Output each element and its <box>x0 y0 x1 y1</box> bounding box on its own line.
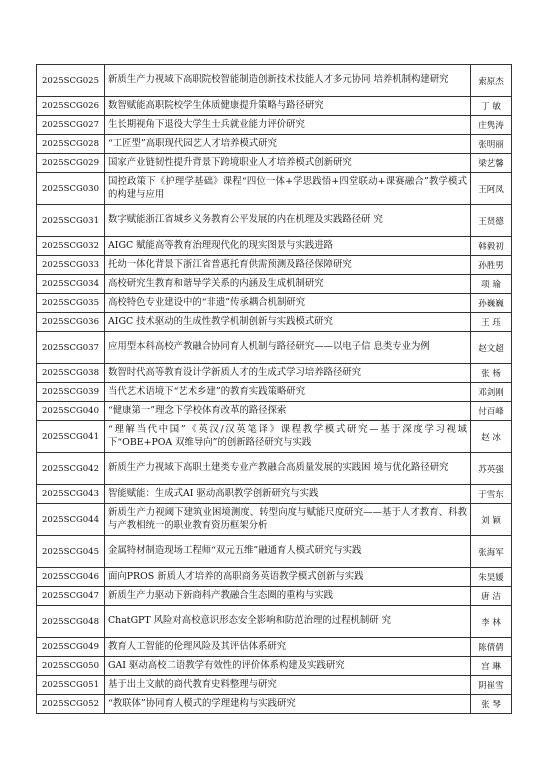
project-code: 2025SCG045 <box>37 536 105 568</box>
project-code: 2025SCG039 <box>37 383 105 402</box>
table-row <box>37 568 512 587</box>
project-title: 数智赋能高职院校学生体质健康提升策略与路径研究 <box>105 97 471 116</box>
project-author: 丁 敏 <box>471 97 512 116</box>
project-code: 2025SCG048 <box>37 606 105 638</box>
project-code: 2025SCG043 <box>37 485 105 504</box>
project-author: 阴崔雪 <box>471 676 512 695</box>
project-code: 2025SCG041 <box>37 421 105 453</box>
project-code: 2025SCG038 <box>37 364 105 383</box>
project-code: 2025SCG033 <box>37 256 105 275</box>
project-author: 陈倩倩 <box>471 638 512 657</box>
project-author: 邓剑刚 <box>471 383 512 402</box>
table-row <box>37 332 512 364</box>
project-author: 付百峰 <box>471 402 512 421</box>
project-title: 教育人工智能的伦理风险及其评估体系研究 <box>105 638 471 657</box>
table-row <box>37 485 512 504</box>
project-code: 2025SCG049 <box>37 638 105 657</box>
project-title: 新质生产力视域下高职土建类专业产教融合高质量发展的实践困 境与优化路径研究 <box>105 453 471 485</box>
table-row <box>37 587 512 606</box>
project-title: 面向PROS 新质人才培养的高职商务英语教学模式创新与实践 <box>105 568 471 587</box>
table-row <box>37 606 512 638</box>
project-title: AIGC 技术驱动的生成性教学机制创新与实践模式研究 <box>105 313 471 332</box>
project-code: 2025SCG034 <box>37 275 105 294</box>
table-row <box>37 676 512 695</box>
project-author: 赵 冰 <box>471 421 512 453</box>
project-title: 新质生产力视域下高职院校智能制造创新技术技能人才多元协同 培养机制构建研究 <box>105 65 471 97</box>
project-title: “工匠型”高职现代园艺人才培养模式研究 <box>105 135 471 154</box>
project-title: AIGC 赋能高等教育治理现代化的现实图景与实践进路 <box>105 237 471 256</box>
project-title: ChatGPT 风险对高校意识形态安全影响和防范治理的过程机制研 究 <box>105 606 471 638</box>
project-title: 智能赋能：生成式AI 驱动高职教学创新研究与实践 <box>105 485 471 504</box>
project-code: 2025SCG040 <box>37 402 105 421</box>
project-author: 朱昊媛 <box>471 568 512 587</box>
table-row <box>37 657 512 676</box>
project-code: 2025SCG027 <box>37 116 105 135</box>
table-row <box>37 275 512 294</box>
project-author: 孙胜男 <box>471 256 512 275</box>
project-author: 王贤德 <box>471 205 512 237</box>
project-author: 索原杰 <box>471 65 512 97</box>
project-author: 孙巍巍 <box>471 294 512 313</box>
project-list-page <box>36 64 512 714</box>
project-title: 新质生产力视阈下建筑业困境测度、转型向度与赋能尺度研究——基于人才教育、科教与产教相统一的职业教育资历框架分析 <box>105 504 471 536</box>
project-code: 2025SCG042 <box>37 453 105 485</box>
table-row <box>37 116 512 135</box>
project-table-body <box>37 65 512 714</box>
table-row <box>37 402 512 421</box>
table-row <box>37 173 512 205</box>
project-code: 2025SCG026 <box>37 97 105 116</box>
table-row <box>37 256 512 275</box>
project-author: 宫 琳 <box>471 657 512 676</box>
project-author: 张海军 <box>471 536 512 568</box>
project-title: 生长期视角下退役大学生士兵就业能力评价研究 <box>105 116 471 135</box>
table-row <box>37 313 512 332</box>
table-row <box>37 421 512 453</box>
project-title: 数字赋能浙江省城乡义务教育公平发展的内在机理及实践路径研 究 <box>105 205 471 237</box>
project-title: 高校研究生教育和谐导学关系的内涵及生成机制研究 <box>105 275 471 294</box>
project-code: 2025SCG037 <box>37 332 105 364</box>
table-row <box>37 154 512 173</box>
project-code: 2025SCG050 <box>37 657 105 676</box>
project-code: 2025SCG029 <box>37 154 105 173</box>
project-code: 2025SCG032 <box>37 237 105 256</box>
table-row <box>37 135 512 154</box>
project-author: 项 瑜 <box>471 275 512 294</box>
project-code: 2025SCG025 <box>37 65 105 97</box>
project-code: 2025SCG052 <box>37 695 105 714</box>
table-row <box>37 294 512 313</box>
project-title: “理解当代中国”《英汉/汉英笔译》课程教学模式研究—基于深度学习视域下“OBE+POA 双维导向”的创新路径研究与实践 <box>105 421 471 453</box>
project-code: 2025SCG031 <box>37 205 105 237</box>
project-author: 赵文超 <box>471 332 512 364</box>
project-author: 王阿凤 <box>471 173 512 205</box>
project-title: 数智时代高等教育设计学新质人才的生成式学习培养路径研究 <box>105 364 471 383</box>
table-row <box>37 237 512 256</box>
table-row <box>37 695 512 714</box>
table-row <box>37 453 512 485</box>
project-title: 基于出土文献的商代教育史料整理与研究 <box>105 676 471 695</box>
project-code: 2025SCG036 <box>37 313 105 332</box>
project-code: 2025SCG028 <box>37 135 105 154</box>
project-title: GAI 驱动高校二语教学有效性的评价体系构建及实践研究 <box>105 657 471 676</box>
project-code: 2025SCG046 <box>37 568 105 587</box>
project-author: 张 杨 <box>471 364 512 383</box>
table-row <box>37 383 512 402</box>
project-author: 张 琴 <box>471 695 512 714</box>
table-row <box>37 638 512 657</box>
project-title: “健康第一”理念下学校体育改革的路径探索 <box>105 402 471 421</box>
project-author: 张明丽 <box>471 135 512 154</box>
table-row <box>37 536 512 568</box>
project-title: 高校特色专业建设中的“非遗”传承耦合机制研究 <box>105 294 471 313</box>
project-author: 庄隽涛 <box>471 116 512 135</box>
project-title: 国控政策下《护理学基础》课程“四位一体+学思践悟+四堂联动+课赛融合”教学模式的构建与应用 <box>105 173 471 205</box>
project-author: 唐 洁 <box>471 587 512 606</box>
project-author: 韩毅初 <box>471 237 512 256</box>
project-code: 2025SCG047 <box>37 587 105 606</box>
project-table <box>36 64 512 714</box>
project-author: 王 珏 <box>471 313 512 332</box>
project-author: 梁艺馨 <box>471 154 512 173</box>
table-row <box>37 65 512 97</box>
project-author: 李 林 <box>471 606 512 638</box>
table-row <box>37 205 512 237</box>
project-author: 于雪东 <box>471 485 512 504</box>
project-title: 托幼一体化背景下浙江省普惠托育供需预测及路径保障研究 <box>105 256 471 275</box>
project-code: 2025SCG035 <box>37 294 105 313</box>
project-code: 2025SCG030 <box>37 173 105 205</box>
project-title: 新质生产力驱动下新商科产教融合生态圈的重构与实践 <box>105 587 471 606</box>
project-title: 国家产业链韧性提升背景下跨境职业人才培养模式创新研究 <box>105 154 471 173</box>
project-code: 2025SCG051 <box>37 676 105 695</box>
table-row <box>37 97 512 116</box>
table-row <box>37 364 512 383</box>
project-title: 金属特材制造现场工程师“双元五维”融通育人模式研究与实践 <box>105 536 471 568</box>
project-title: “教联体”协同育人模式的学理建构与实践研究 <box>105 695 471 714</box>
table-row <box>37 504 512 536</box>
project-author: 苏英强 <box>471 453 512 485</box>
project-code: 2025SCG044 <box>37 504 105 536</box>
project-title: 当代艺术语境下“艺术乡建”的教育实践策略研究 <box>105 383 471 402</box>
project-author: 刘 颖 <box>471 504 512 536</box>
project-title: 应用型本科高校产教融合协同育人机制与路径研究——以电子信 息类专业为例 <box>105 332 471 364</box>
